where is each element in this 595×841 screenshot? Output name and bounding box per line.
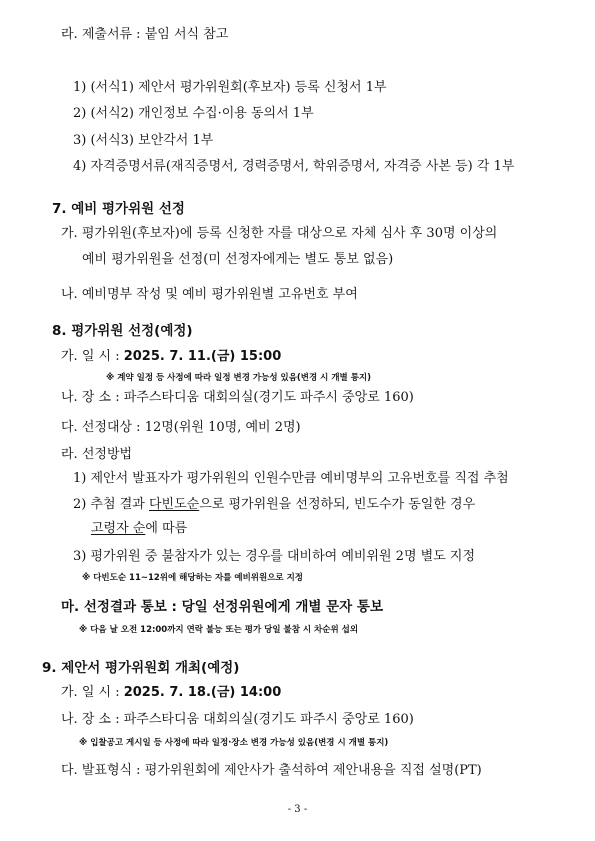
section-8-method-1: 1) 제안서 발표자가 평가위원의 인원수만큼 예비명부의 고유번호를 직접 추첨 — [73, 471, 509, 486]
section-9-place: 나. 장 소 : 파주스타디움 대회의실(경기도 파주시 중앙로 160) — [61, 712, 414, 727]
section-9-title: 9. 제안서 평가위원회 개최(예정) — [42, 660, 240, 676]
submission-heading: 라. 제출서류 : 붙임 서식 참고 — [61, 27, 229, 42]
section-8-date-note: ※ 계약 일정 등 사정에 따라 일정 변경 가능성 있음(변경 시 개별 통지) — [106, 373, 372, 383]
submission-item-4: 4) 자격증명서류(재직증명서, 경력증명서, 학위증명서, 자격증 사본 등) 각 1부 — [73, 159, 515, 174]
section-9-format: 다. 발표형식 : 평가위원회에 제안사가 출석하여 제안내용을 직접 설명(PT) — [61, 763, 482, 778]
section-9-date — [61, 684, 281, 702]
section-8-place: 나. 장 소 : 파주스타디움 대회의실(경기도 파주시 중앙로 160) — [61, 390, 414, 405]
section-8-result: 마. 선정결과 통보 : 당일 선정위원에게 개별 문자 통보 — [61, 599, 383, 615]
section-7-title: 7. 예비 평가위원 선정 — [52, 201, 185, 217]
method-2-post: 으로 평가위원을 선정하되, 빈도수가 동일한 경우 — [199, 497, 476, 512]
section-8-title: 8. 평가위원 선정(예정) — [52, 323, 193, 339]
section-8-method-note: ※ 다빈도순 11~12위에 해당하는 자를 예비위원으로 지정 — [82, 573, 304, 583]
section-9-date-value: 2025. 7. 18.(금) 14:00 — [123, 685, 282, 700]
submission-item-3: 3) (서식3) 보안각서 1부 — [73, 133, 214, 148]
method-2-pre: 2) 추첨 결과 — [73, 497, 149, 512]
section-8-date-value: 2025. 7. 11.(금) 15:00 — [123, 349, 282, 364]
section-8-date-label: 가. 일 시 : — [61, 349, 124, 364]
section-8-method-heading: 라. 선정방법 — [61, 447, 133, 462]
section-8-method-2 — [73, 496, 475, 514]
section-7-ga-line2: 예비 평가위원을 선정(미 선정자에게는 별도 통보 없음) — [82, 252, 394, 267]
section-8-target: 다. 선정대상 : 12명(위원 10명, 예비 2명) — [61, 420, 301, 435]
section-8-result-note: ※ 다음 날 오전 12:00까지 연락 불능 또는 평가 당일 불참 시 차순위 섭외 — [79, 625, 359, 635]
method-2-tail: 에 따름 — [145, 521, 188, 536]
section-8-date — [61, 348, 281, 366]
section-9-place-note: ※ 입찰공고 게시일 등 사정에 따라 일정·장소 변경 가능성 있음(변경 시 개별 통지) — [79, 738, 389, 748]
method-2-underlined-age: 고령자 순 — [91, 521, 146, 536]
submission-item-1: 1) (서식1) 제안서 평가위원회(후보자) 등록 신청서 1부 — [73, 80, 387, 95]
page-number: - 3 - — [287, 804, 308, 815]
section-7-na: 나. 예비명부 작성 및 예비 평가위원별 고유번호 부여 — [61, 287, 358, 302]
method-2-underlined-frequency: 다빈도순 — [148, 497, 200, 512]
section-9-date-label: 가. 일 시 : — [61, 685, 124, 700]
section-7-ga-line1: 가. 평가위원(후보자)에 등록 신청한 자를 대상으로 자체 심사 후 30명 이상의 — [61, 226, 498, 241]
section-8-method-3: 3) 평가위원 중 불참자가 있는 경우를 대비하여 예비위원 2명 별도 지정 — [73, 549, 476, 564]
section-8-method-2-cont — [91, 520, 187, 538]
submission-item-2: 2) (서식2) 개인정보 수집·이용 동의서 1부 — [73, 106, 314, 121]
